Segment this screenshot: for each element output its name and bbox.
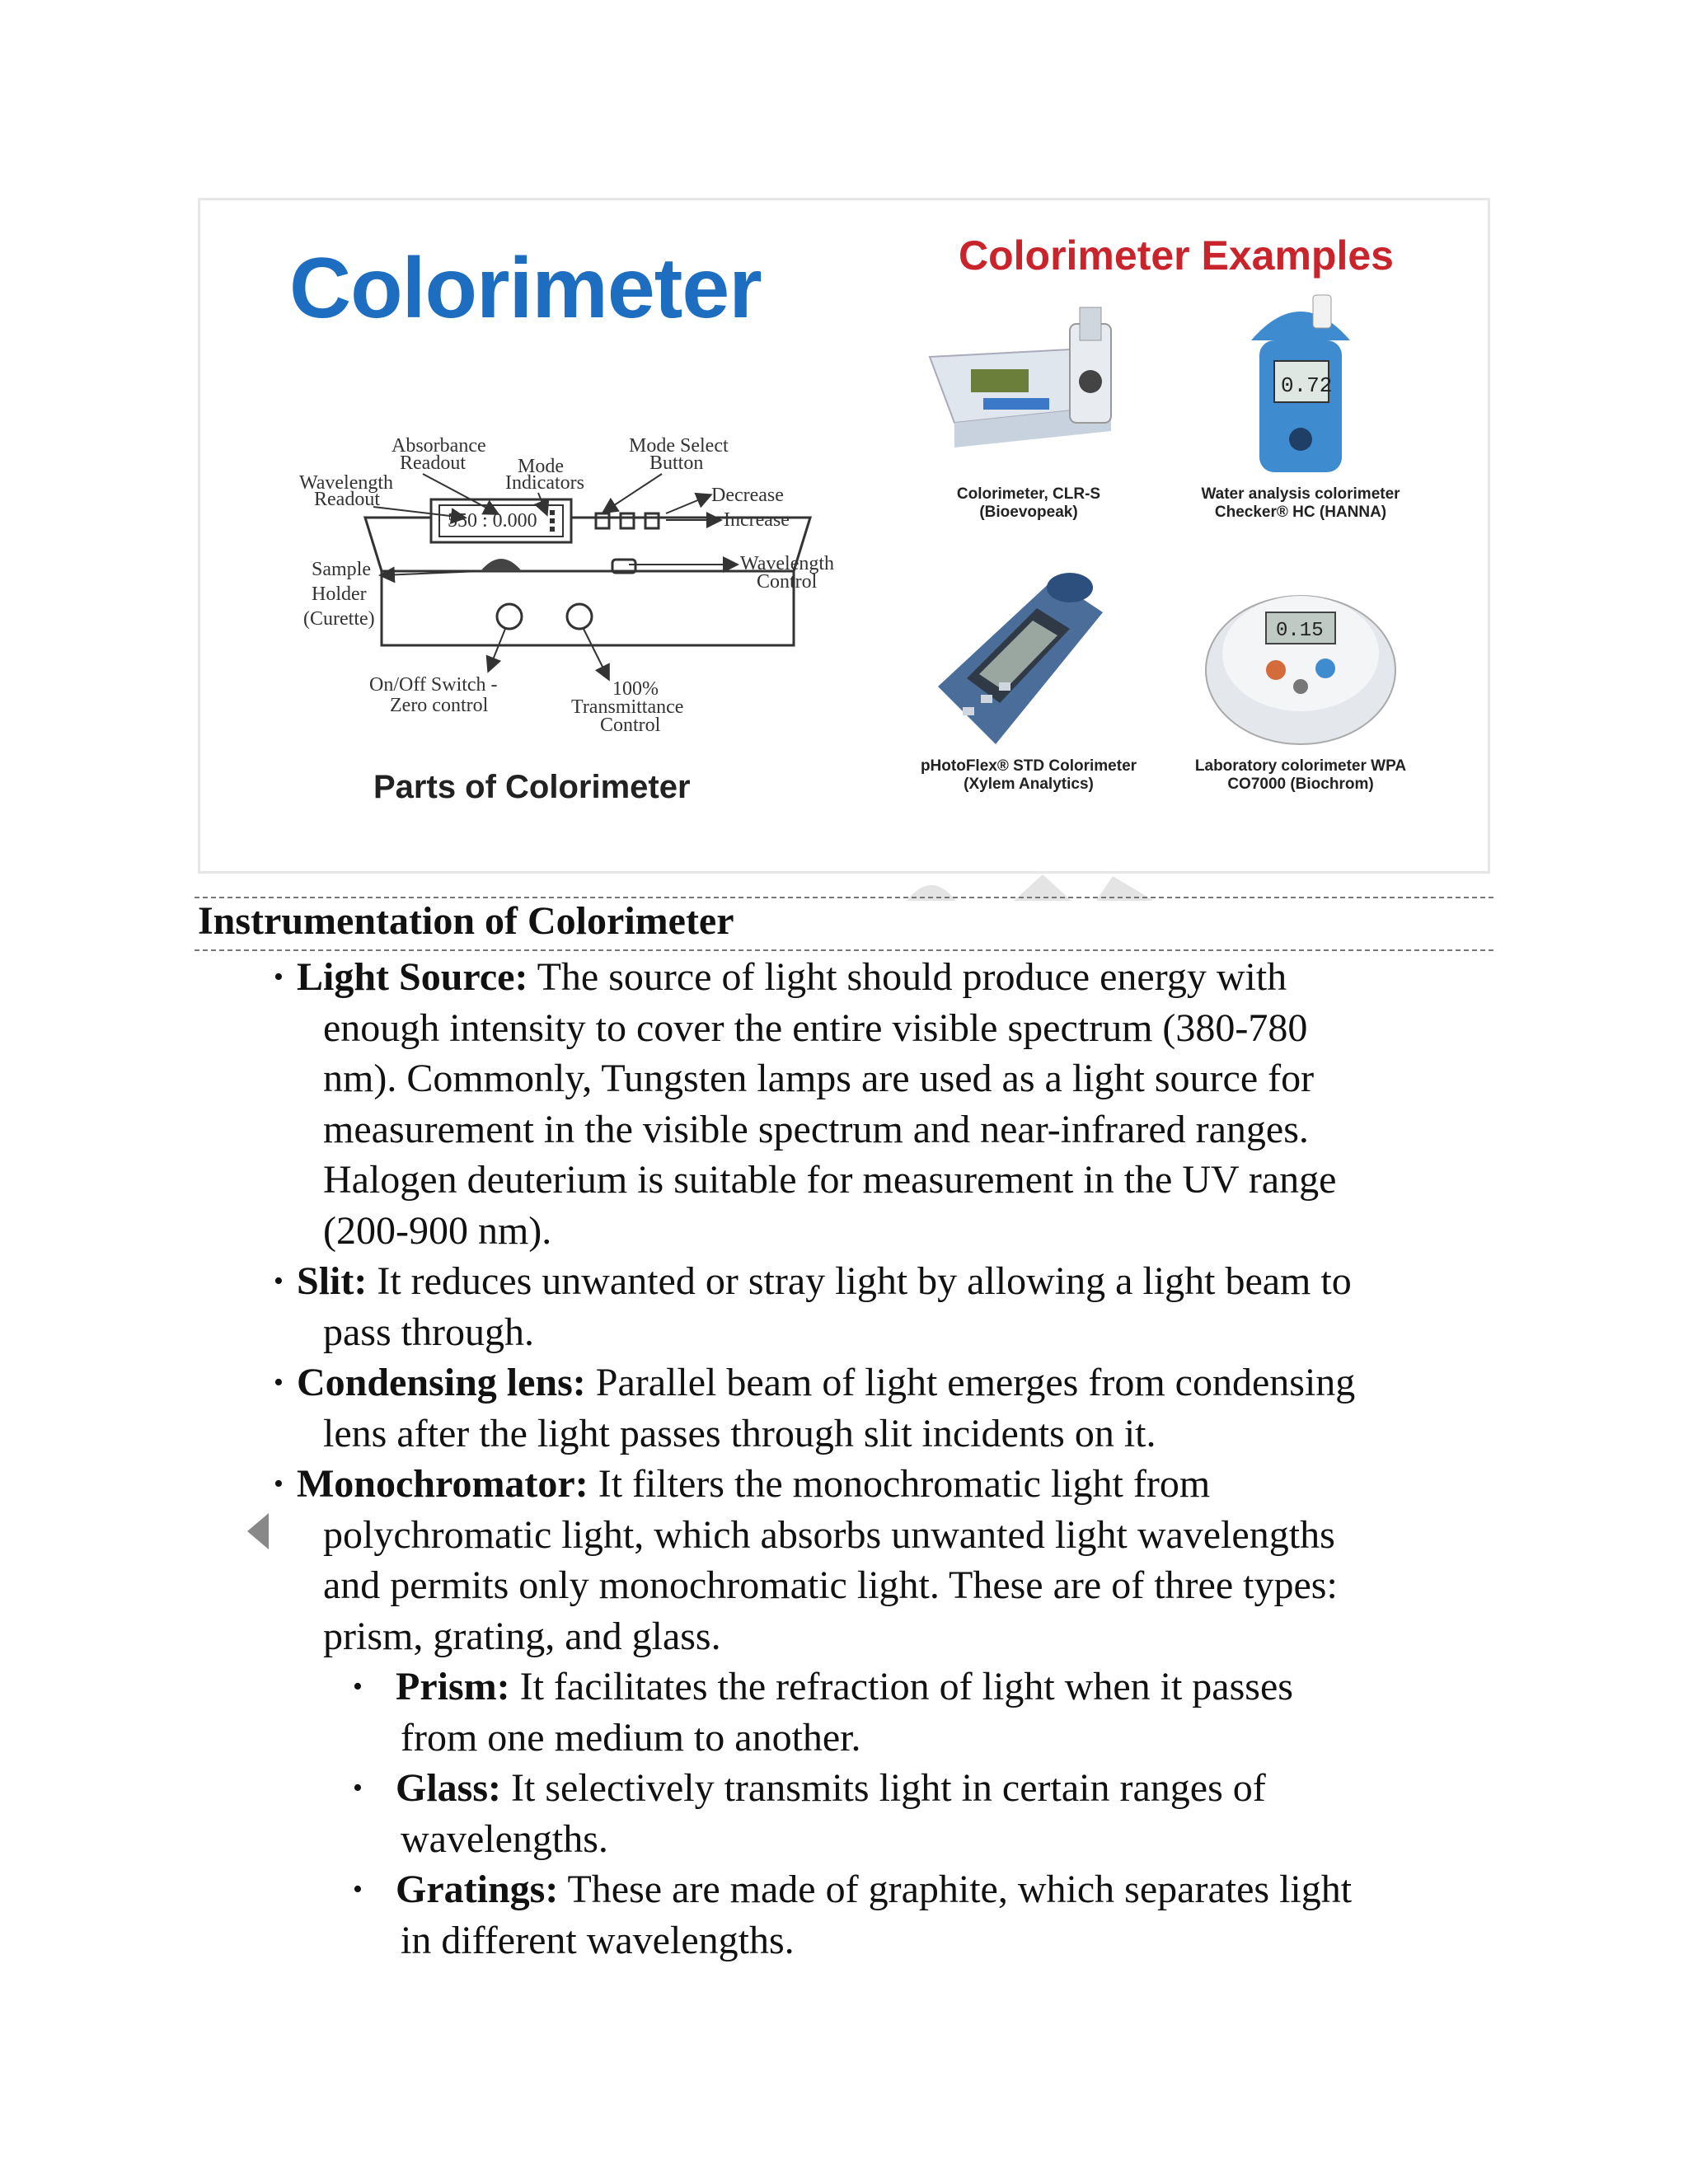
- label-mode-2: Indicators: [505, 472, 584, 494]
- label-increase: Increase: [724, 509, 790, 531]
- text-line: It selectively transmits light in certain ranges of: [501, 1766, 1266, 1810]
- text-line: enough intensity to cover the entire visible spectrum (380-780: [323, 1005, 1308, 1050]
- label-sample-1: Sample: [312, 559, 371, 580]
- text-line: nm). Commonly, Tungsten lamps are used as a light source for: [323, 1057, 1315, 1100]
- parts-caption: Parts of Colorimeter: [373, 769, 691, 805]
- example-caption: Laboratory colorimeter WPA CO7000 (Biochrom): [1194, 757, 1407, 793]
- display-value: 550 : 0.000: [448, 510, 537, 532]
- label-absorbance-1: Absorbance: [392, 435, 486, 457]
- text-line: in different wavelengths.: [401, 1918, 795, 1962]
- example-clr-s: [893, 291, 1165, 522]
- term: Condensing lens:: [297, 1361, 586, 1404]
- mode-button-2: [621, 513, 634, 528]
- bullet: •: [274, 1469, 284, 1499]
- label-wl-readout-2: Readout: [314, 489, 380, 510]
- section-heading: Instrumentation of Colorimeter: [198, 899, 734, 943]
- previous-page-arrow-icon[interactable]: [247, 1513, 269, 1549]
- term: Prism:: [396, 1665, 510, 1708]
- mode-button-1: [596, 513, 609, 528]
- list-item-slit: [274, 1256, 1492, 1357]
- text-line: Halogen deuterium is suitable for measurement in the UV range: [323, 1158, 1337, 1202]
- label-onoff-1: On/Off Switch -: [369, 674, 498, 696]
- svg-text:0.72: 0.72: [1281, 373, 1333, 398]
- text-line: It filters the monochromatic light from: [588, 1462, 1211, 1506]
- example-wpa-co7000: [1165, 563, 1437, 794]
- term: Monochromator:: [297, 1462, 588, 1506]
- label-wl-readout-1: Wavelength: [299, 472, 394, 494]
- label-wl-control-1: Wavelength: [740, 553, 835, 574]
- bullet: •: [353, 1874, 363, 1905]
- label-wl-control-2: Control: [757, 571, 818, 593]
- text-line: (200-900 nm).: [323, 1208, 552, 1253]
- bullet: •: [274, 1367, 284, 1398]
- term: Gratings:: [396, 1868, 559, 1911]
- term: Glass:: [396, 1766, 502, 1810]
- divider-bottom: [195, 949, 1493, 951]
- svg-text:0.15: 0.15: [1276, 620, 1324, 642]
- text-line: These are made of graphite, which separates light: [558, 1868, 1353, 1911]
- label-trans-2: Transmittance: [571, 696, 684, 718]
- text-line: prism, grating, and glass.: [323, 1614, 721, 1658]
- text-line: polychromatic light, which absorbs unwanted light wavelengths: [323, 1512, 1335, 1557]
- text-line: and permits only monochromatic light. These are of three types:: [323, 1563, 1338, 1607]
- list-item-light-source: [274, 952, 1492, 1256]
- label-trans-1: 100%: [612, 678, 659, 700]
- onoff-dial: [497, 604, 522, 629]
- text-line: from one medium to another.: [401, 1715, 861, 1760]
- list-item-monochromator: [274, 1459, 1492, 1661]
- term: Slit:: [297, 1259, 368, 1303]
- text-line: lens after the light passes through slit incidents on it.: [323, 1411, 1156, 1455]
- mode-button-3: [645, 513, 659, 528]
- colorimeter-figure: [198, 198, 1490, 874]
- example-hanna-checker: [1165, 291, 1437, 522]
- text-line: It reduces unwanted or stray light by allowing a light beam to: [367, 1259, 1352, 1303]
- example-caption: Colorimeter, CLR-S (Bioevopeak): [956, 485, 1101, 521]
- sample-holder-shape: [481, 559, 522, 571]
- handheld-checker-icon: [1177, 291, 1424, 480]
- example-caption: pHotoFlex® STD Colorimeter (Xylem Analytics): [920, 757, 1137, 793]
- label-decrease: Decrease: [711, 485, 784, 506]
- label-trans-3: Control: [600, 715, 661, 736]
- bullet: •: [274, 1266, 284, 1296]
- text-line: It facilitates the refraction of light when it passes: [509, 1665, 1293, 1708]
- label-sample-3: (Curette): [303, 608, 375, 630]
- bullet: •: [353, 1671, 363, 1702]
- label-mode-1: Mode: [518, 456, 564, 477]
- sublist-item-glass: [353, 1763, 1484, 1864]
- lab-colorimeter-icon: [1177, 563, 1424, 752]
- figure-title: Colorimeter: [289, 241, 762, 336]
- bullet: •: [353, 1773, 363, 1803]
- text-line: wavelengths.: [401, 1816, 608, 1861]
- portable-photometer-icon: [905, 563, 1152, 752]
- label-mode-select-1: Mode Select: [629, 435, 729, 457]
- transmittance-dial: [567, 604, 592, 629]
- label-onoff-2: Zero control: [390, 695, 489, 716]
- sublist-item-prism: [353, 1661, 1484, 1763]
- sublist-item-gratings: [353, 1864, 1484, 1966]
- label-absorbance-2: Readout: [400, 452, 466, 474]
- example-photoflex: [893, 563, 1165, 794]
- label-mode-select-2: Button: [649, 452, 704, 474]
- text-line: The source of light should produce energy with: [528, 955, 1287, 999]
- text-line: measurement in the visible spectrum and near-infrared ranges.: [323, 1107, 1309, 1151]
- examples-title: Colorimeter Examples: [959, 232, 1394, 279]
- benchtop-colorimeter-icon: [905, 291, 1152, 480]
- term: Light Source:: [297, 955, 528, 999]
- example-caption: Water analysis colorimeter Checker® HC (HANNA): [1201, 485, 1400, 521]
- label-sample-2: Holder: [312, 583, 367, 605]
- list-item-condensing-lens: [274, 1357, 1492, 1459]
- bullet: •: [274, 962, 284, 992]
- text-line: pass through.: [323, 1310, 534, 1354]
- text-line: Parallel beam of light emerges from condensing: [585, 1361, 1356, 1404]
- parts-diagram: [299, 406, 893, 777]
